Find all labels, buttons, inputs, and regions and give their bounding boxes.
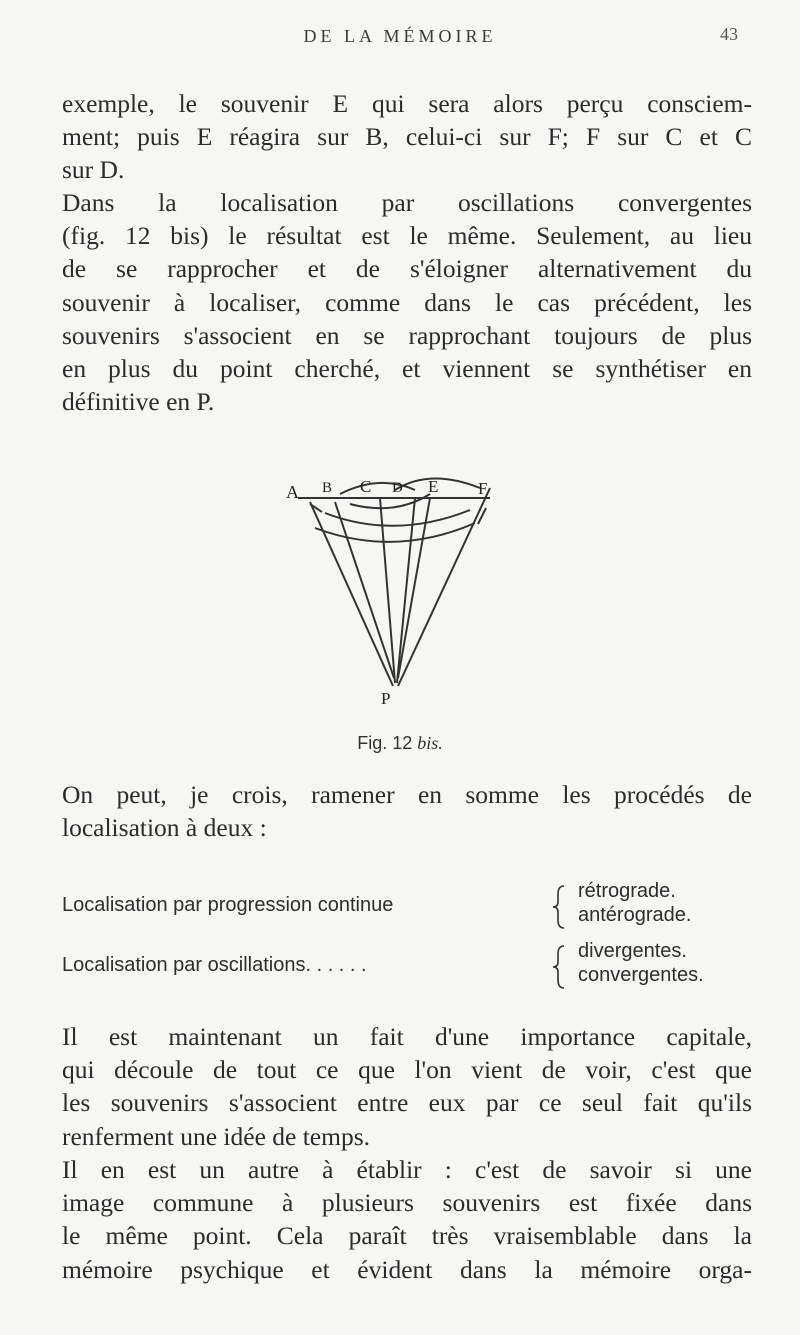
classification-table xyxy=(62,880,762,1000)
paragraph-4 xyxy=(62,1020,752,1153)
text-line: Il en est un autre à établir : c'est de savoir si une xyxy=(62,1155,752,1184)
text-line: (fig. 12 bis) le résultat est le même. Seulement, au lieu xyxy=(62,221,752,251)
text-line: souvenir à localiser, comme dans le cas précédent, les xyxy=(62,287,752,317)
text-line: définitive en P. xyxy=(62,387,215,417)
label-f: F xyxy=(478,479,488,498)
text-line: souvenirs s'associent en se rapprochant toujours de plus xyxy=(62,320,752,350)
text-line: Il est maintenant un fait d'une importance capitale, xyxy=(62,1022,752,1051)
option-divergentes: divergentes. xyxy=(578,940,687,962)
brace xyxy=(552,944,566,990)
text-line: renferment une idée de temps. xyxy=(62,1121,370,1151)
text-line: Dans la localisation par oscillations convergentes xyxy=(62,188,752,217)
arc-4 xyxy=(350,494,430,508)
text-line: exemple, le souvenir E qui sera alors perçu consciem- xyxy=(62,89,752,118)
label-a: A xyxy=(286,482,299,502)
figure-caption xyxy=(0,733,800,754)
brace xyxy=(552,884,566,930)
figure-12-bis xyxy=(280,468,520,718)
label-d: D xyxy=(392,480,403,496)
text-line: qui découle de tout ce que l'on vient de voir, c'est que xyxy=(62,1055,752,1085)
label-p: P xyxy=(381,689,391,708)
caption-prefix: Fig. 12 xyxy=(357,733,413,753)
page-number: 43 xyxy=(720,24,738,44)
text-line: mémoire psychique et évident dans la mémoire orga- xyxy=(62,1254,752,1284)
option-convergentes: convergentes. xyxy=(578,964,704,986)
text-line: image commune à plusieurs souvenirs est fixée dans xyxy=(62,1188,752,1218)
inner-line-1 xyxy=(335,502,394,678)
text-line: de se rapprocher et de s'éloigner alternativement du xyxy=(62,254,752,284)
text-line: localisation à deux : xyxy=(62,813,267,843)
text-line: le même point. Cela paraît très vraisemblable dans la xyxy=(62,1221,752,1251)
paragraph-1 xyxy=(62,87,752,187)
running-title: DE LA MÉMOIRE xyxy=(303,26,497,46)
caption-suffix: bis. xyxy=(417,733,443,753)
row-label: Localisation par oscillations. . . . . . xyxy=(62,954,367,976)
text-line: ment; puis E réagira sur B, celui-ci sur F; F sur C et C xyxy=(62,122,752,152)
arc-2 xyxy=(325,510,470,526)
classification-row xyxy=(62,940,762,1000)
page-header xyxy=(0,18,800,58)
label-c: C xyxy=(360,477,372,496)
label-b: B xyxy=(322,480,333,496)
option-retrograde: rétrograde. xyxy=(578,880,676,902)
text-line: On peut, je crois, ramener en somme les procédés de xyxy=(62,780,752,809)
text-line: en plus du point cherché, et viennent se synthétiser en xyxy=(62,354,752,384)
label-e: E xyxy=(428,477,439,496)
paragraph-5 xyxy=(62,1153,752,1286)
classification-row xyxy=(62,880,762,940)
paragraph-3 xyxy=(62,778,752,844)
text-line: sur D. xyxy=(62,155,125,185)
row-label: Localisation par progression continue xyxy=(62,894,394,916)
text-line: les souvenirs s'associent entre eux par ce seul fait qu'ils xyxy=(62,1088,752,1118)
option-anterograde: antérograde. xyxy=(578,904,692,926)
convergent-oscillation-diagram xyxy=(280,468,520,718)
paragraph-2 xyxy=(62,186,752,418)
